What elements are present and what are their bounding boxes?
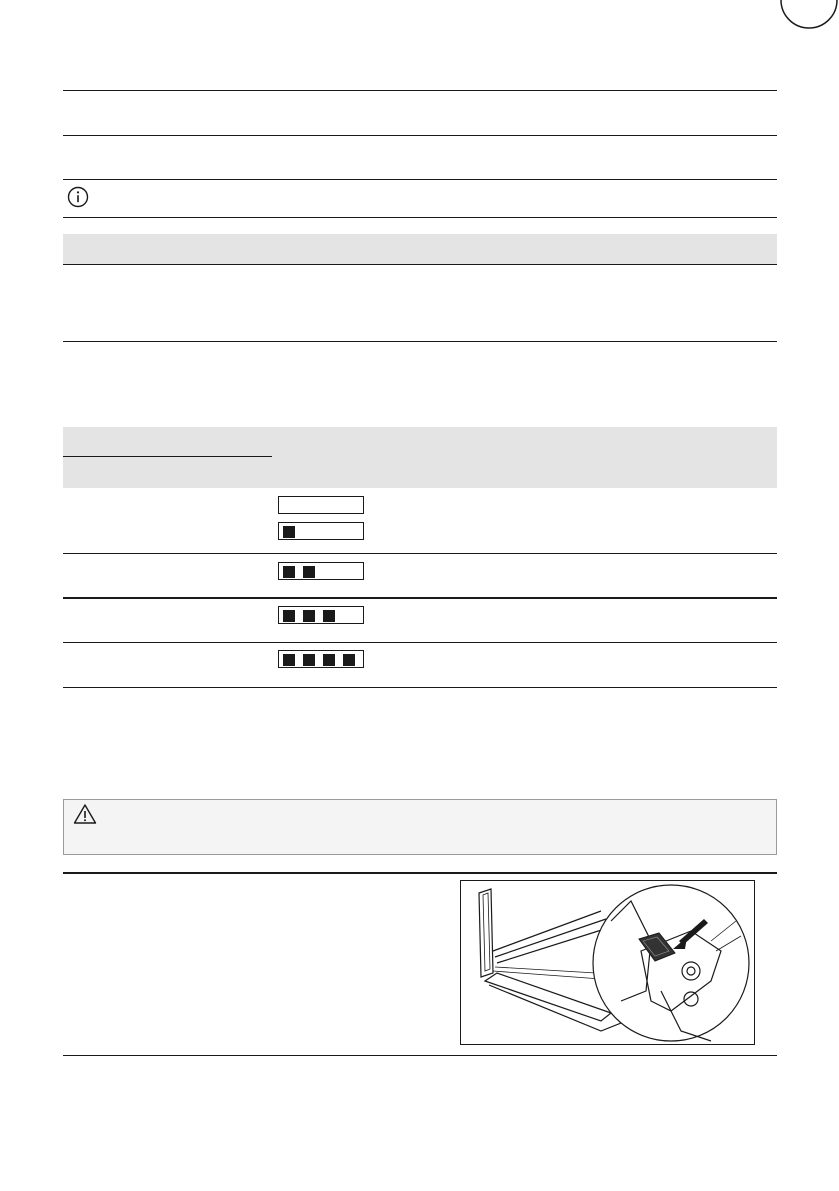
level-segment: [283, 610, 295, 622]
warning-box: [63, 799, 777, 855]
level-segment: [283, 566, 295, 578]
level-segment: [283, 526, 295, 538]
level-segment: [283, 654, 295, 666]
level-indicator-3: [278, 606, 364, 624]
table-rule: [63, 642, 777, 643]
table-rule: [63, 553, 777, 554]
level-table-header-band: [63, 427, 777, 488]
corner-decoration: [779, 0, 839, 30]
table-rule: [63, 264, 777, 265]
warning-triangle-icon: [73, 803, 97, 825]
door-hinge-lock-illustration: [461, 881, 755, 1045]
section-rule: [63, 135, 777, 136]
table-rule: [63, 341, 777, 342]
table-rule: [63, 687, 777, 688]
level-indicator-1: [278, 522, 364, 540]
info-circle-icon: [67, 186, 89, 208]
section-rule: [63, 1055, 777, 1056]
level-indicator-4: [278, 650, 364, 668]
level-table-header-divider: [63, 456, 272, 457]
level-segment: [323, 654, 335, 666]
level-indicator-2: [278, 562, 364, 580]
level-indicator-empty: [278, 496, 364, 514]
level-segment: [303, 610, 315, 622]
section-rule: [63, 872, 777, 874]
section-rule: [63, 217, 777, 218]
level-segment: [343, 654, 355, 666]
section-rule: [63, 90, 777, 91]
section-rule: [63, 179, 777, 180]
table-header-band: [63, 234, 777, 264]
table-rule: [63, 597, 777, 599]
level-segment: [303, 566, 315, 578]
level-segment: [303, 654, 315, 666]
door-hinge-figure: [460, 880, 755, 1045]
level-segment: [323, 610, 335, 622]
